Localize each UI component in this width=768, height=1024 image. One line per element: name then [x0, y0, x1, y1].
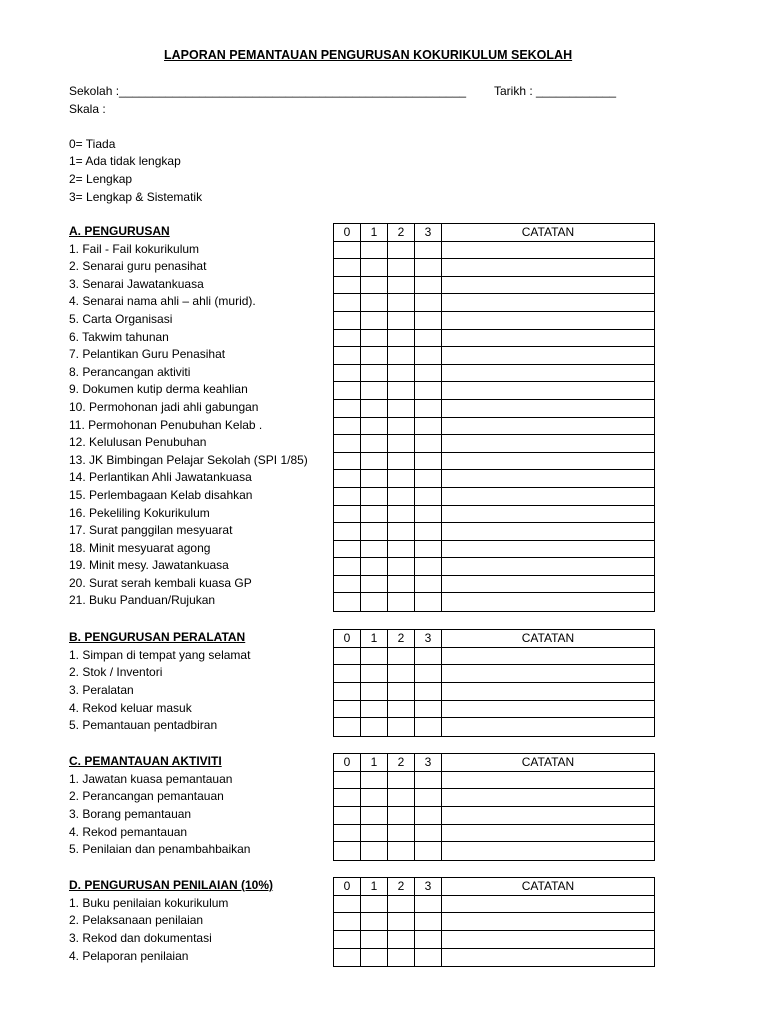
catatan-cell[interactable]	[442, 558, 654, 575]
score-cell[interactable]	[361, 365, 388, 382]
score-cell[interactable]	[415, 949, 442, 967]
score-cell[interactable]	[361, 701, 388, 718]
catatan-header: CATATAN	[521, 225, 575, 239]
checklist-item: 18. Minit mesyuarat agong	[69, 540, 211, 555]
catatan-cell[interactable]	[442, 825, 654, 842]
grid-row	[334, 382, 654, 400]
score-cell[interactable]	[388, 558, 415, 575]
score-cell[interactable]	[334, 541, 361, 558]
grid-row	[334, 365, 654, 383]
checklist-item: 3. Senarai Jawatankuasa	[69, 276, 204, 291]
grid-row	[334, 842, 654, 860]
score-cell[interactable]	[334, 789, 361, 806]
score-cell[interactable]	[361, 576, 388, 593]
score-cell[interactable]	[388, 365, 415, 382]
rating-grid	[333, 753, 655, 861]
grid-row	[334, 435, 654, 453]
grid-row	[334, 400, 654, 418]
score-header: 2	[388, 224, 415, 241]
score-cell[interactable]	[388, 259, 415, 276]
score-cell[interactable]	[388, 648, 415, 665]
grid-row	[334, 506, 654, 524]
grid-header-row	[334, 878, 654, 896]
score-cell[interactable]	[415, 470, 442, 487]
score-cell[interactable]	[388, 277, 415, 294]
score-cell[interactable]	[334, 312, 361, 329]
catatan-cell[interactable]	[442, 896, 654, 913]
score-cell[interactable]	[415, 453, 442, 470]
checklist-item: 20. Surat serah kembali kuasa GP	[69, 575, 252, 590]
score-cell[interactable]	[361, 683, 388, 700]
catatan-cell[interactable]	[442, 382, 654, 399]
tarikh-field[interactable]: Tarikh : ____________	[494, 84, 617, 98]
score-header: 0	[334, 630, 361, 647]
score-cell[interactable]	[334, 842, 361, 860]
catatan-header: CATATAN	[521, 879, 575, 893]
score-cell[interactable]	[361, 277, 388, 294]
catatan-cell[interactable]	[442, 807, 654, 824]
score-cell[interactable]	[334, 576, 361, 593]
item-list	[69, 647, 250, 735]
score-cell[interactable]	[415, 312, 442, 329]
grid-row	[334, 593, 654, 611]
score-cell[interactable]	[388, 523, 415, 540]
score-cell[interactable]	[388, 807, 415, 824]
checklist-item: 2. Senarai guru penasihat	[69, 259, 207, 274]
score-cell[interactable]	[388, 242, 415, 259]
score-cell[interactable]	[415, 506, 442, 523]
grid-header-row	[334, 754, 654, 772]
catatan-cell[interactable]	[442, 347, 654, 364]
catatan-cell[interactable]	[442, 330, 654, 347]
checklist-item: 5. Carta Organisasi	[69, 311, 173, 326]
score-cell[interactable]	[334, 825, 361, 842]
checklist-item: 3. Rekod dan dokumentasi	[69, 931, 212, 946]
score-cell[interactable]	[361, 418, 388, 435]
scale-item: 0= Tiada	[69, 137, 116, 151]
score-cell[interactable]	[388, 825, 415, 842]
score-cell[interactable]	[334, 648, 361, 665]
catatan-cell[interactable]	[442, 312, 654, 329]
grid-row	[334, 949, 654, 967]
grid-row	[334, 418, 654, 436]
score-cell[interactable]	[334, 931, 361, 948]
checklist-item: 5. Pemantauan pentadbiran	[69, 718, 218, 733]
checklist-item: 10. Permohonan jadi ahli gabungan	[69, 399, 259, 414]
score-cell[interactable]	[334, 259, 361, 276]
score-cell[interactable]	[334, 347, 361, 364]
score-cell[interactable]	[334, 418, 361, 435]
score-cell[interactable]	[361, 488, 388, 505]
score-cell[interactable]	[334, 330, 361, 347]
score-cell[interactable]	[415, 896, 442, 913]
score-cell[interactable]	[361, 558, 388, 575]
checklist-item: 17. Surat panggilan mesyuarat	[69, 523, 233, 538]
score-cell[interactable]	[415, 683, 442, 700]
score-cell[interactable]	[415, 842, 442, 860]
catatan-cell[interactable]	[442, 683, 654, 700]
catatan-cell[interactable]	[442, 453, 654, 470]
catatan-cell[interactable]	[442, 913, 654, 930]
score-cell[interactable]	[415, 789, 442, 806]
catatan-cell[interactable]	[442, 648, 654, 665]
score-cell[interactable]	[415, 701, 442, 718]
score-cell[interactable]	[388, 400, 415, 417]
catatan-cell[interactable]	[442, 842, 654, 860]
grid-row	[334, 523, 654, 541]
grid-row	[334, 789, 654, 807]
score-cell[interactable]	[361, 400, 388, 417]
item-list	[69, 241, 308, 610]
score-cell[interactable]	[334, 558, 361, 575]
catatan-cell[interactable]	[442, 576, 654, 593]
score-cell[interactable]	[388, 330, 415, 347]
checklist-item: 3. Borang pemantauan	[69, 807, 192, 822]
catatan-cell[interactable]	[442, 294, 654, 311]
score-cell[interactable]	[415, 913, 442, 930]
score-cell[interactable]	[334, 365, 361, 382]
score-header: 0	[334, 878, 361, 895]
score-cell[interactable]	[388, 789, 415, 806]
score-header: 2	[388, 754, 415, 771]
score-cell[interactable]	[361, 648, 388, 665]
checklist-item: 16. Pekeliling Kokurikulum	[69, 505, 210, 520]
grid-header-row	[334, 630, 654, 648]
score-header: 0	[334, 224, 361, 241]
score-cell[interactable]	[388, 593, 415, 611]
grid-row	[334, 825, 654, 843]
score-cell[interactable]	[334, 382, 361, 399]
score-cell[interactable]	[334, 277, 361, 294]
score-cell[interactable]	[388, 949, 415, 967]
score-header: 1	[361, 878, 388, 895]
score-header: 2	[388, 630, 415, 647]
score-cell[interactable]	[361, 896, 388, 913]
section-heading: C. PEMANTAUAN AKTIVITI	[69, 754, 222, 768]
checklist-item: 1. Fail - Fail kokurikulum	[69, 241, 200, 256]
item-list	[69, 771, 250, 859]
score-cell[interactable]	[334, 896, 361, 913]
catatan-cell[interactable]	[442, 718, 654, 736]
score-cell[interactable]	[415, 665, 442, 682]
score-cell[interactable]	[361, 842, 388, 860]
skala-label: Skala :	[69, 102, 106, 116]
score-cell[interactable]	[361, 665, 388, 682]
score-cell[interactable]	[415, 488, 442, 505]
catatan-cell[interactable]	[442, 488, 654, 505]
score-cell[interactable]	[388, 294, 415, 311]
catatan-header: CATATAN	[521, 631, 575, 645]
score-cell[interactable]	[334, 593, 361, 611]
catatan-cell[interactable]	[442, 665, 654, 682]
score-cell[interactable]	[361, 330, 388, 347]
checklist-item: 1. Buku penilaian kokurikulum	[69, 895, 229, 910]
grid-row	[334, 665, 654, 683]
score-cell[interactable]	[388, 665, 415, 682]
scale-item: 2= Lengkap	[69, 172, 133, 186]
score-cell[interactable]	[361, 807, 388, 824]
score-header: 1	[361, 754, 388, 771]
score-cell[interactable]	[334, 242, 361, 259]
score-cell[interactable]	[334, 523, 361, 540]
score-cell[interactable]	[415, 718, 442, 736]
score-cell[interactable]	[388, 488, 415, 505]
grid-row	[334, 453, 654, 471]
score-cell[interactable]	[361, 913, 388, 930]
score-cell[interactable]	[415, 382, 442, 399]
score-cell[interactable]	[415, 400, 442, 417]
checklist-item: 21. Buku Panduan/Rujukan	[69, 593, 216, 608]
catatan-cell[interactable]	[442, 593, 654, 611]
catatan-cell[interactable]	[442, 418, 654, 435]
score-cell[interactable]	[415, 242, 442, 259]
checklist-item: 4. Senarai nama ahli – ahli (murid).	[69, 294, 256, 309]
score-cell[interactable]	[415, 772, 442, 789]
score-cell[interactable]	[388, 683, 415, 700]
score-cell[interactable]	[388, 718, 415, 736]
catatan-cell[interactable]	[442, 470, 654, 487]
checklist-item: 2. Stok / Inventori	[69, 665, 163, 680]
score-cell[interactable]	[415, 294, 442, 311]
score-cell[interactable]	[388, 701, 415, 718]
score-cell[interactable]	[334, 718, 361, 736]
score-cell[interactable]	[334, 453, 361, 470]
score-cell[interactable]	[361, 347, 388, 364]
score-header: 3	[415, 630, 442, 647]
score-cell[interactable]	[334, 913, 361, 930]
score-cell[interactable]	[388, 470, 415, 487]
score-cell[interactable]	[361, 312, 388, 329]
score-cell[interactable]	[334, 294, 361, 311]
checklist-item: 9. Dokumen kutip derma keahlian	[69, 382, 248, 397]
grid-row	[334, 470, 654, 488]
grid-header-row	[334, 224, 654, 242]
catatan-cell[interactable]	[442, 541, 654, 558]
catatan-cell[interactable]	[442, 789, 654, 806]
grid-row	[334, 277, 654, 295]
rating-grid	[333, 877, 655, 967]
score-cell[interactable]	[361, 931, 388, 948]
score-cell[interactable]	[361, 470, 388, 487]
checklist-item: 4. Rekod keluar masuk	[69, 700, 192, 715]
checklist-item: 8. Perancangan aktiviti	[69, 364, 191, 379]
grid-row	[334, 330, 654, 348]
score-cell[interactable]	[388, 382, 415, 399]
rating-grid	[333, 629, 655, 737]
section-heading: D. PENGURUSAN PENILAIAN (10%)	[69, 878, 274, 892]
grid-row	[334, 312, 654, 330]
grid-row	[334, 772, 654, 790]
grid-row	[334, 541, 654, 559]
score-header: 3	[415, 754, 442, 771]
score-cell[interactable]	[361, 294, 388, 311]
grid-row	[334, 488, 654, 506]
score-cell[interactable]	[415, 825, 442, 842]
checklist-item: 2. Pelaksanaan penilaian	[69, 913, 204, 928]
checklist-item: 11. Permohonan Penubuhan Kelab .	[69, 417, 263, 432]
score-cell[interactable]	[415, 259, 442, 276]
score-cell[interactable]	[415, 365, 442, 382]
score-cell[interactable]	[388, 913, 415, 930]
section-heading: B. PENGURUSAN PERALATAN	[69, 630, 246, 644]
score-cell[interactable]	[415, 541, 442, 558]
checklist-item: 14. Perlantikan Ahli Jawatankuasa	[69, 470, 252, 485]
catatan-cell[interactable]	[442, 506, 654, 523]
grid-row	[334, 648, 654, 666]
score-cell[interactable]	[415, 931, 442, 948]
catatan-cell[interactable]	[442, 772, 654, 789]
score-cell[interactable]	[415, 576, 442, 593]
score-cell[interactable]	[388, 506, 415, 523]
score-cell[interactable]	[334, 470, 361, 487]
catatan-cell[interactable]	[442, 400, 654, 417]
grid-row	[334, 242, 654, 260]
score-header: 2	[388, 878, 415, 895]
score-cell[interactable]	[361, 453, 388, 470]
checklist-item: 7. Pelantikan Guru Penasihat	[69, 347, 226, 362]
score-cell[interactable]	[361, 593, 388, 611]
score-cell[interactable]	[415, 347, 442, 364]
checklist-item: 15. Perlembagaan Kelab disahkan	[69, 487, 253, 502]
score-cell[interactable]	[388, 842, 415, 860]
score-cell[interactable]	[361, 506, 388, 523]
grid-row	[334, 576, 654, 594]
catatan-header: CATATAN	[521, 755, 575, 769]
grid-row	[334, 931, 654, 949]
score-header: 1	[361, 224, 388, 241]
scale-item: 3= Lengkap & Sistematik	[69, 190, 203, 204]
score-cell[interactable]	[388, 541, 415, 558]
catatan-cell[interactable]	[442, 523, 654, 540]
score-cell[interactable]	[361, 718, 388, 736]
grid-row	[334, 683, 654, 701]
score-header: 3	[415, 224, 442, 241]
checklist-item: 19. Minit mesy. Jawatankuasa	[69, 558, 229, 573]
grid-row	[334, 701, 654, 719]
score-cell[interactable]	[415, 523, 442, 540]
grid-row	[334, 718, 654, 736]
score-cell[interactable]	[334, 949, 361, 967]
scale-item: 1= Ada tidak lengkap	[69, 154, 181, 168]
score-header: 1	[361, 630, 388, 647]
checklist-item: 3. Peralatan	[69, 683, 134, 698]
score-cell[interactable]	[388, 576, 415, 593]
score-cell[interactable]	[388, 896, 415, 913]
score-cell[interactable]	[388, 931, 415, 948]
checklist-item: 1. Jawatan kuasa pemantauan	[69, 771, 233, 786]
rating-grid	[333, 223, 655, 612]
score-cell[interactable]	[361, 242, 388, 259]
grid-row	[334, 294, 654, 312]
score-cell[interactable]	[361, 523, 388, 540]
score-cell[interactable]	[361, 382, 388, 399]
score-cell[interactable]	[334, 665, 361, 682]
score-cell[interactable]	[334, 400, 361, 417]
score-cell[interactable]	[415, 807, 442, 824]
checklist-item: 12. Kelulusan Penubuhan	[69, 435, 207, 450]
checklist-item: 4. Rekod pemantauan	[69, 824, 188, 839]
score-cell[interactable]	[361, 259, 388, 276]
sekolah-field[interactable]: Sekolah :____________________________________________________	[69, 84, 467, 98]
grid-row	[334, 347, 654, 365]
catatan-cell[interactable]	[442, 259, 654, 276]
catatan-cell[interactable]	[442, 365, 654, 382]
grid-row	[334, 259, 654, 277]
score-cell[interactable]	[334, 772, 361, 789]
score-cell[interactable]	[415, 558, 442, 575]
score-cell[interactable]	[361, 825, 388, 842]
score-cell[interactable]	[361, 789, 388, 806]
catatan-cell[interactable]	[442, 242, 654, 259]
score-cell[interactable]	[415, 435, 442, 452]
checklist-item: 1. Simpan di tempat yang selamat	[69, 647, 251, 662]
score-cell[interactable]	[415, 593, 442, 611]
page-title: LAPORAN PEMANTAUAN PENGURUSAN KOKURIKULUM SEKOLAH	[164, 48, 573, 62]
score-cell[interactable]	[334, 435, 361, 452]
section-heading: A. PENGURUSAN	[69, 224, 170, 238]
checklist-item: 13. JK Bimbingan Pelajar Sekolah (SPI 1/85)	[69, 452, 308, 467]
item-list	[69, 895, 228, 966]
checklist-item: 4. Pelaporan penilaian	[69, 948, 189, 963]
score-cell[interactable]	[388, 435, 415, 452]
checklist-item: 2. Perancangan pemantauan	[69, 789, 224, 804]
score-cell[interactable]	[361, 541, 388, 558]
score-cell[interactable]	[415, 330, 442, 347]
score-cell[interactable]	[388, 312, 415, 329]
score-cell[interactable]	[334, 701, 361, 718]
catatan-cell[interactable]	[442, 701, 654, 718]
score-cell[interactable]	[388, 453, 415, 470]
catatan-cell[interactable]	[442, 949, 654, 967]
grid-row	[334, 896, 654, 914]
score-header: 0	[334, 754, 361, 771]
score-header: 3	[415, 878, 442, 895]
score-cell[interactable]	[334, 807, 361, 824]
score-cell[interactable]	[361, 772, 388, 789]
catatan-cell[interactable]	[442, 931, 654, 948]
grid-row	[334, 558, 654, 576]
score-cell[interactable]	[334, 683, 361, 700]
score-cell[interactable]	[361, 435, 388, 452]
grid-row	[334, 807, 654, 825]
score-cell[interactable]	[334, 488, 361, 505]
score-cell[interactable]	[388, 347, 415, 364]
grid-row	[334, 913, 654, 931]
score-cell[interactable]	[415, 277, 442, 294]
score-cell[interactable]	[361, 949, 388, 967]
catatan-cell[interactable]	[442, 435, 654, 452]
checklist-item: 5. Penilaian dan penambahbaikan	[69, 842, 251, 857]
score-cell[interactable]	[388, 772, 415, 789]
score-cell[interactable]	[415, 648, 442, 665]
score-cell[interactable]	[388, 418, 415, 435]
score-cell[interactable]	[334, 506, 361, 523]
score-cell[interactable]	[415, 418, 442, 435]
catatan-cell[interactable]	[442, 277, 654, 294]
checklist-item: 6. Takwim tahunan	[69, 329, 169, 344]
